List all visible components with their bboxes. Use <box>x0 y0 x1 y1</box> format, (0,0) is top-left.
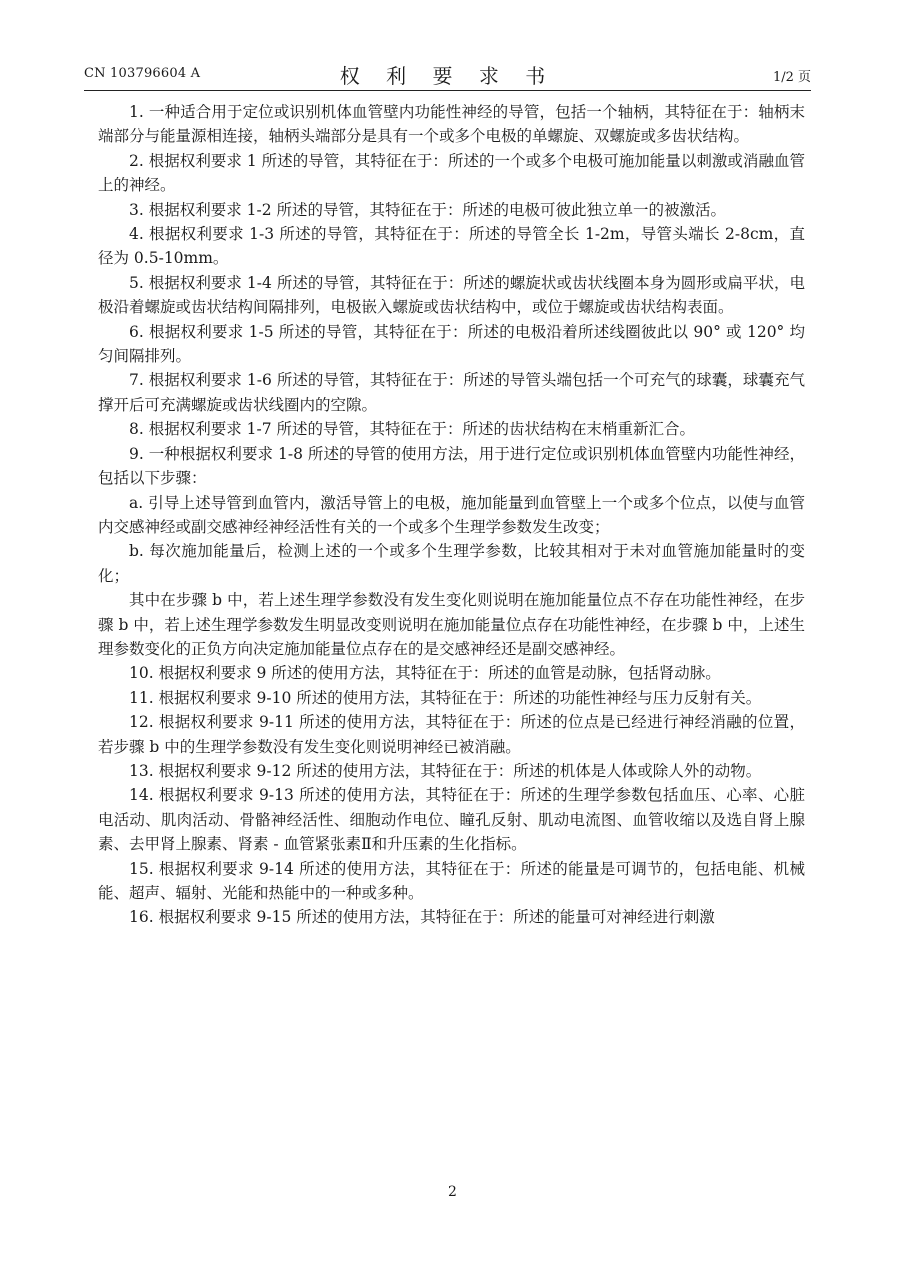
page-header <box>84 60 811 86</box>
claim-4: 4. 根据权利要求 1-3 所述的导管，其特征在于：所述的导管全长 1-2m，导管头端长 2-8cm，直径为 0.5-10mm。 <box>98 225 805 268</box>
claim-15: 15. 根据权利要求 9-14 所述的使用方法，其特征在于：所述的能量是可调节的，包括电能、机械能、超声、辐射、光能和热能中的一种或多种。 <box>98 859 805 902</box>
claim-9-step-b: b. 每次施加能量后，检测上述的一个或多个生理学参数，比较其相对于未对血管施加能量时的变化； <box>98 542 805 585</box>
claim-8: 8. 根据权利要求 1-7 所述的导管，其特征在于：所述的齿状结构在末梢重新汇合。 <box>129 420 696 439</box>
claim-2: 2. 根据权利要求 1 所述的导管，其特征在于：所述的一个或多个电极可施加能量以刺激或消融血管上的神经。 <box>98 151 805 195</box>
claim-5: 5. 根据权利要求 1-4 所述的导管，其特征在于：所述的螺旋状或齿状线圈本身为圆形或扁平状，电极沿着螺旋或齿状结构间隔排列，电极嵌入螺旋或齿状结构中，或位于螺旋或齿状结构表面。 <box>98 273 805 317</box>
page-number: 2 <box>448 1184 457 1200</box>
claim-13: 13. 根据权利要求 9-12 所述的使用方法，其特征在于：所述的机体是人体或除人外的动物。 <box>129 761 762 780</box>
page-title: 权 利 要 求 书 <box>339 64 556 88</box>
claims-body <box>98 100 805 930</box>
claim-16: 16. 根据权利要求 9-15 所述的使用方法，其特征在于：所述的能量可对神经进行刺激 <box>129 908 715 927</box>
claim-9-conclusion: 其中在步骤 b 中，若上述生理学参数没有发生变化则说明在施加能量位点不存在功能性神经，在步骤 b 中，若上述生理学参数发生明显改变则说明在施加能量位点存在功能性神经，在步骤 b 中，上述生理参数变化的正负方向决定施加能量位点存在的是交感神经还是副交感神经。 <box>98 591 805 658</box>
claim-6: 6. 根据权利要求 1-5 所述的导管，其特征在于：所述的电极沿着所述线圈彼此以 90° 或 120° 均匀间隔排列。 <box>98 322 805 366</box>
claim-1: 1. 一种适合用于定位或识别机体血管壁内功能性神经的导管，包括一个轴柄，其特征在于：轴柄末端部分与能量源相连接，轴柄头端部分是具有一个或多个电极的单螺旋、双螺旋或多齿状结构。 <box>98 103 805 146</box>
page-info: 1/2 页 <box>772 70 811 85</box>
claim-12: 12. 根据权利要求 9-11 所述的使用方法，其特征在于：所述的位点是已经进行神经消融的位置，若步骤 b 中的生理学参数没有发生变化则说明神经已被消融。 <box>98 713 805 756</box>
claim-9: 9. 一种根据权利要求 1-8 所述的导管的使用方法，用于进行定位或识别机体血管壁内功能性神经，包括以下步骤： <box>98 444 805 488</box>
claim-14: 14. 根据权利要求 9-13 所述的使用方法，其特征在于：所述的生理学参数包括血压、心率、心脏电活动、肌肉活动、骨骼神经活性、细胞动作电位、瞳孔反射、肌动电流图、血管收缩以及选自肾上腺素、去甲肾上腺素、肾素 - 血管紧张素Ⅱ和升压素的生化指标。 <box>98 786 805 854</box>
header-divider <box>84 90 811 91</box>
claim-11: 11. 根据权利要求 9-10 所述的使用方法，其特征在于：所述的功能性神经与压力反射有关。 <box>129 688 762 707</box>
document-number: CN 103796604 A <box>84 66 201 81</box>
claim-10: 10. 根据权利要求 9 所述的使用方法，其特征在于：所述的血管是动脉，包括肾动脉。 <box>129 664 721 683</box>
claim-9-step-a: a. 引导上述导管到血管内，激活导管上的电极，施加能量到血管壁上一个或多个位点，以使与血管内交感神经或副交感神经神经活性有关的一个或多个生理学参数发生改变； <box>98 493 805 536</box>
claim-3: 3. 根据权利要求 1-2 所述的导管，其特征在于：所述的电极可彼此独立单一的被激活。 <box>129 200 727 219</box>
claim-7: 7. 根据权利要求 1-6 所述的导管，其特征在于：所述的导管头端包括一个可充气的球囊，球囊充气撑开后可充满螺旋或齿状线圈内的空隙。 <box>98 371 805 414</box>
